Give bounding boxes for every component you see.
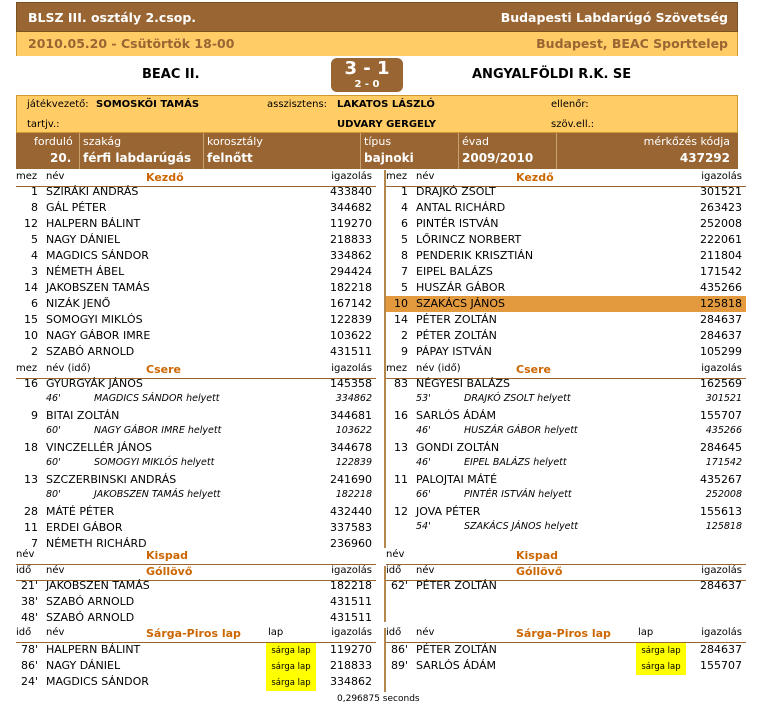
substitution-detail — [16, 456, 376, 472]
player-name: BITAI ZOLTÁN — [46, 409, 120, 422]
player-name: SZCZERBINSKI ANDRÁS — [46, 473, 177, 486]
column-label: idő — [16, 627, 32, 638]
column-label: mez — [16, 171, 38, 182]
player-name: PÁPAY ISTVÁN — [416, 345, 492, 358]
player-name: PINTÉR ISTVÁN — [416, 217, 499, 230]
officials-box — [16, 95, 738, 133]
home-team-name: BEAC II. — [142, 67, 200, 82]
card-row[interactable] — [16, 674, 376, 690]
player-id: 284637 — [700, 579, 742, 592]
player-row[interactable] — [16, 504, 376, 520]
branch-value: férfi labdarúgás — [83, 151, 192, 165]
player-id: 435267 — [700, 473, 742, 486]
event-time: 62' — [390, 579, 408, 592]
player-row[interactable] — [386, 312, 746, 328]
player-row[interactable] — [16, 264, 376, 280]
player-row[interactable] — [386, 376, 746, 392]
player-name: GÁL PÉTER — [46, 201, 107, 214]
jersey-number: 7 — [31, 537, 38, 550]
column-label: lap — [268, 627, 284, 638]
jersey-number: 18 — [24, 441, 38, 454]
player-name: JOVA PÉTER — [416, 505, 481, 518]
column-label: név — [46, 627, 65, 638]
player-id: 125818 — [700, 297, 742, 310]
column-label: igazolás — [701, 363, 742, 374]
player-row[interactable] — [16, 296, 376, 312]
section-title: Kezdő — [516, 171, 554, 184]
player-row[interactable] — [16, 200, 376, 216]
player-name: PALOJTAI MÁTÉ — [416, 473, 498, 486]
jersey-number: 14 — [24, 281, 38, 294]
jersey-number: 12 — [24, 217, 38, 230]
substitution-detail — [16, 392, 376, 408]
player-id: 162569 — [700, 377, 742, 390]
column-label: név — [16, 549, 35, 560]
player-id: 155707 — [700, 409, 742, 422]
section-title: Csere — [516, 363, 551, 376]
title-bar — [16, 2, 738, 32]
player-name: HUSZÁR GÁBOR — [416, 281, 506, 294]
player-row[interactable] — [16, 232, 376, 248]
match-datetime: 2010.05.20 - Csütörtök 18-00 — [28, 36, 235, 51]
jersey-number: 5 — [401, 281, 408, 294]
sub-replaced: MAGDICS SÁNDOR helyett — [94, 393, 220, 404]
section-title: Góllövő — [516, 565, 563, 578]
column-label: idő — [16, 565, 32, 576]
column-label: igazolás — [701, 627, 742, 638]
card-row[interactable] — [16, 642, 376, 658]
player-row[interactable] — [386, 216, 746, 232]
player-name: LŐRINCZ NORBERT — [416, 233, 522, 246]
player-id: 155613 — [700, 505, 742, 518]
section-header — [386, 548, 746, 565]
player-id: 433840 — [330, 185, 372, 198]
jersey-number: 2 — [401, 329, 408, 342]
age-label: korosztály — [207, 135, 263, 148]
goal-row[interactable] — [16, 578, 376, 594]
goal-row[interactable] — [16, 594, 376, 610]
referee-name: SOMOSKÖI TAMÁS — [96, 99, 200, 110]
player-id: 252008 — [700, 217, 742, 230]
jersey-number: 16 — [24, 377, 38, 390]
column-label: név — [46, 565, 65, 576]
player-id: 431511 — [330, 611, 372, 624]
player-id: 167142 — [330, 297, 372, 310]
jersey-number: 8 — [31, 201, 38, 214]
player-name: NÉMETH ÁBEL — [46, 265, 125, 278]
section-title: Csere — [146, 363, 181, 376]
player-row[interactable] — [16, 520, 376, 536]
substitution-detail — [16, 488, 376, 504]
card-row[interactable] — [386, 642, 746, 658]
player-row[interactable] — [386, 328, 746, 344]
player-name: SOMOGYI MIKLÓS — [46, 313, 143, 326]
player-id: 222061 — [700, 233, 742, 246]
assistant-label: asszisztens: — [267, 99, 328, 110]
section-title: Sárga-Piros lap — [516, 627, 611, 640]
player-id: 263423 — [700, 201, 742, 214]
player-row[interactable] — [386, 264, 746, 280]
player-id: 337583 — [330, 521, 372, 534]
jersey-number: 9 — [31, 409, 38, 422]
jersey-number: 6 — [31, 297, 38, 310]
branch-label: szakág — [83, 135, 122, 148]
player-id: 294424 — [330, 265, 372, 278]
event-time: 38' — [20, 595, 38, 608]
player-name: ANTAL RICHÁRD — [416, 201, 506, 214]
player-name: SARLÓS ÁDÁM — [416, 659, 497, 672]
sub-replaced: EIPEL BALÁZS helyett — [464, 457, 567, 468]
player-name: HALPERN BÁLINT — [46, 643, 141, 656]
age-value: felnőtt — [207, 151, 253, 165]
player-id: 105299 — [700, 345, 742, 358]
section-title: Góllövő — [146, 565, 193, 578]
player-name: NIZÁK JENŐ — [46, 297, 111, 310]
player-name: ERDEI GÁBOR — [46, 521, 123, 534]
halftime-score: 2 - 0 — [354, 79, 380, 90]
player-name: VINCZELLÉR JÁNOS — [46, 441, 152, 454]
section-title: Kispad — [516, 549, 559, 562]
player-id: 218833 — [330, 659, 372, 672]
referee-label: játékvezető: — [27, 99, 89, 110]
sub-time: 46' — [46, 393, 61, 404]
sub-time: 54' — [416, 521, 431, 532]
event-time: 24' — [20, 675, 38, 688]
sub-replaced-id: 103622 — [335, 425, 372, 436]
player-row[interactable] — [386, 472, 746, 488]
sub-replaced-id: 182218 — [335, 489, 372, 500]
player-id: 431511 — [330, 595, 372, 608]
column-label: lap — [638, 627, 654, 638]
player-id: 171542 — [700, 265, 742, 278]
player-row[interactable] — [16, 408, 376, 424]
sub-time: 53' — [416, 393, 431, 404]
column-label: név — [416, 627, 435, 638]
yellow-card-badge: sárga lap — [636, 659, 686, 675]
substitution-detail — [16, 424, 376, 440]
sub-replaced-id: 125818 — [705, 521, 742, 532]
column-label: mez — [16, 363, 38, 374]
column-label: név — [416, 171, 435, 182]
column-label: igazolás — [331, 565, 372, 576]
sub-replaced: NAGY GÁBOR IMRE helyett — [94, 425, 222, 436]
player-id: 344681 — [330, 409, 372, 422]
player-id: 334862 — [330, 675, 372, 688]
jersey-number: 1 — [401, 185, 408, 198]
player-id: 284637 — [700, 643, 742, 656]
player-id: 211804 — [700, 249, 742, 262]
column-label: igazolás — [701, 171, 742, 182]
player-row[interactable] — [386, 248, 746, 264]
sub-time: 60' — [46, 425, 61, 436]
section-title: Kezdő — [146, 171, 184, 184]
player-name: SZABÓ ARNOLD — [46, 595, 135, 608]
player-name: PÉTER ZOLTÁN — [416, 329, 497, 342]
section-title: Sárga-Piros lap — [146, 627, 241, 640]
column-label: mez — [386, 171, 408, 182]
player-name: SZIRÁKI ANDRÁS — [46, 185, 139, 198]
player-row[interactable] — [16, 184, 376, 200]
type-value: bajnoki — [364, 151, 414, 165]
column-label: idő — [386, 565, 402, 576]
column-label: igazolás — [331, 171, 372, 182]
sub-time: 46' — [416, 457, 431, 468]
jersey-number: 4 — [401, 201, 408, 214]
jersey-number: 9 — [401, 345, 408, 358]
player-name: GYURGYÁK JÁNOS — [46, 377, 143, 390]
section-header — [16, 626, 376, 643]
player-row[interactable] — [386, 408, 746, 424]
player-id: 344682 — [330, 201, 372, 214]
player-row[interactable] — [16, 344, 376, 360]
player-name: JAKOBSZEN TAMÁS — [46, 281, 150, 294]
szov-label: szöv.ell.: — [551, 119, 595, 130]
jersey-number: 10 — [394, 297, 408, 310]
player-row[interactable] — [386, 232, 746, 248]
sub-replaced: SOMOGYI MIKLÓS helyett — [94, 457, 215, 468]
player-name: MAGDICS SÁNDOR — [46, 249, 149, 262]
event-time: 21' — [20, 579, 38, 592]
player-name: NÉMETH RICHÁRD — [46, 537, 147, 550]
player-id: 301521 — [700, 185, 742, 198]
player-id: 182218 — [330, 281, 372, 294]
player-id: 431511 — [330, 345, 372, 358]
player-row[interactable] — [386, 344, 746, 360]
column-label: igazolás — [331, 363, 372, 374]
jersey-number: 13 — [24, 473, 38, 486]
player-name: NAGY GÁBOR IMRE — [46, 329, 151, 342]
event-time: 86' — [20, 659, 38, 672]
player-row[interactable] — [16, 280, 376, 296]
jersey-number: 14 — [394, 313, 408, 326]
player-id: 435266 — [700, 281, 742, 294]
player-id: 182218 — [330, 579, 372, 592]
player-id: 432440 — [330, 505, 372, 518]
section-header — [16, 548, 376, 565]
player-id: 344678 — [330, 441, 372, 454]
sub-replaced-id: 252008 — [705, 489, 742, 500]
yellow-card-badge: sárga lap — [636, 643, 686, 659]
player-name: SARLÓS ÁDÁM — [416, 409, 497, 422]
player-row[interactable] — [16, 472, 376, 488]
player-row[interactable] — [386, 184, 746, 200]
player-row[interactable] — [386, 200, 746, 216]
season-value: 2009/2010 — [462, 151, 534, 165]
player-name: HALPERN BÁLINT — [46, 217, 141, 230]
assistant2-name: UDVARY GERGELY — [337, 119, 436, 130]
substitution-detail — [386, 488, 746, 504]
player-id: 145358 — [330, 377, 372, 390]
event-time: 89' — [390, 659, 408, 672]
section-title: Kispad — [146, 549, 189, 562]
substitution-detail — [386, 520, 746, 536]
player-row[interactable] — [16, 248, 376, 264]
column-label: igazolás — [331, 627, 372, 638]
sub-time: 46' — [416, 425, 431, 436]
jersey-number: 83 — [394, 377, 408, 390]
yellow-card-badge: sárga lap — [266, 659, 316, 675]
match-info-bar — [16, 133, 738, 169]
player-name: MAGDICS SÁNDOR — [46, 675, 149, 688]
event-time: 48' — [20, 611, 38, 624]
season-label: évad — [462, 135, 490, 148]
lineup-tables — [16, 170, 742, 692]
column-label: mez — [386, 363, 408, 374]
sub-replaced-id: 301521 — [705, 393, 742, 404]
controller-label: ellenőr: — [551, 99, 589, 110]
card-row[interactable] — [16, 658, 376, 674]
player-row[interactable] — [16, 328, 376, 344]
player-row[interactable] — [16, 440, 376, 456]
jersey-number: 15 — [24, 313, 38, 326]
player-id: 334862 — [330, 249, 372, 262]
yellow-card-badge: sárga lap — [266, 643, 316, 659]
player-name: NÉGYESI BALÁZS — [416, 377, 511, 390]
player-row[interactable] — [386, 296, 746, 312]
jersey-number: 5 — [31, 233, 38, 246]
type-label: típus — [364, 135, 392, 148]
player-id: 236960 — [330, 537, 372, 550]
player-row[interactable] — [386, 280, 746, 296]
jersey-number: 7 — [401, 265, 408, 278]
player-name: EIPEL BALÁZS — [416, 265, 493, 278]
sub-time: 60' — [46, 457, 61, 468]
sub-replaced-id: 334862 — [335, 393, 372, 404]
column-label: név — [416, 565, 435, 576]
jersey-number: 13 — [394, 441, 408, 454]
sub-replaced-id: 122839 — [335, 457, 372, 468]
player-name: GONDI ZOLTÁN — [416, 441, 500, 454]
sub-replaced: DRAJKÓ ZSOLT helyett — [464, 393, 571, 404]
player-name: SZABÓ ARNOLD — [46, 345, 135, 358]
player-name: JAKOBSZEN TAMÁS — [46, 579, 150, 592]
away-team-name: ANGYALFÖLDI R.K. SE — [472, 67, 632, 82]
sub-replaced-id: 171542 — [705, 457, 742, 468]
jersey-number: 12 — [394, 505, 408, 518]
substitution-detail — [386, 456, 746, 472]
player-name: PÉTER ZOLTÁN — [416, 579, 497, 592]
player-row[interactable] — [386, 440, 746, 456]
player-name: NAGY DÁNIEL — [46, 659, 121, 672]
jersey-number: 16 — [394, 409, 408, 422]
column-label: név — [46, 171, 65, 182]
player-row[interactable] — [16, 312, 376, 328]
event-time: 78' — [20, 643, 38, 656]
column-label: név — [386, 549, 405, 560]
final-score: 3 - 1 — [344, 58, 390, 79]
player-row[interactable] — [386, 504, 746, 520]
player-id: 119270 — [330, 217, 372, 230]
goal-row[interactable] — [16, 610, 376, 626]
player-id: 284637 — [700, 329, 742, 342]
player-id: 284637 — [700, 313, 742, 326]
substitution-detail — [386, 392, 746, 408]
jersey-number: 10 — [24, 329, 38, 342]
player-id: 241690 — [330, 473, 372, 486]
jersey-number: 4 — [31, 249, 38, 262]
column-label: név (idő) — [46, 363, 91, 374]
sub-time: 80' — [46, 489, 61, 500]
jersey-number: 8 — [401, 249, 408, 262]
player-id: 218833 — [330, 233, 372, 246]
league-name: BLSZ III. osztály 2.csop. — [28, 10, 197, 25]
jersey-number: 28 — [24, 505, 38, 518]
player-name: NAGY DÁNIEL — [46, 233, 121, 246]
column-label: idő — [386, 627, 402, 638]
player-id: 284645 — [700, 441, 742, 454]
assistant1-name: LAKATOS LÁSZLÓ — [337, 99, 435, 110]
card-row[interactable] — [386, 658, 746, 674]
jersey-number: 3 — [31, 265, 38, 278]
player-name: SZABÓ ARNOLD — [46, 611, 135, 624]
sub-replaced: PINTÉR ISTVÁN helyett — [464, 489, 572, 500]
round-label: forduló — [34, 135, 73, 148]
substitution-detail — [386, 424, 746, 440]
player-name: PÉTER ZOLTÁN — [416, 313, 497, 326]
goal-row[interactable] — [386, 578, 746, 594]
jersey-number: 11 — [24, 521, 38, 534]
match-venue: Budapest, BEAC Sporttelep — [536, 36, 728, 51]
jersey-number: 1 — [31, 185, 38, 198]
player-name: PENDERIK KRISZTIÁN — [416, 249, 534, 262]
player-name: PÉTER ZOLTÁN — [416, 643, 497, 656]
player-id: 155707 — [700, 659, 742, 672]
player-id: 122839 — [330, 313, 372, 326]
player-row[interactable] — [16, 376, 376, 392]
yellow-card-badge: sárga lap — [266, 675, 316, 691]
player-name: DRAJKÓ ZSOLT — [416, 185, 496, 198]
player-row[interactable] — [16, 216, 376, 232]
score-box — [331, 58, 403, 92]
player-name: MÁTÉ PÉTER — [46, 505, 115, 518]
section-header — [386, 626, 746, 643]
reserve-label: tartjv.: — [27, 119, 60, 130]
player-name: SZAKÁCS JÁNOS — [416, 297, 505, 310]
render-time: 0,296875 seconds — [337, 694, 420, 704]
federation-name: Budapesti Labdarúgó Szövetség — [500, 10, 728, 25]
player-id: 119270 — [330, 643, 372, 656]
code-value: 437292 — [679, 151, 730, 165]
sub-replaced: HUSZÁR GÁBOR helyett — [464, 425, 578, 436]
code-label: mérkőzés kódja — [643, 135, 730, 148]
event-time: 86' — [390, 643, 408, 656]
column-label: név (idő) — [416, 363, 461, 374]
jersey-number: 11 — [394, 473, 408, 486]
sub-replaced: JAKOBSZEN TAMÁS helyett — [94, 489, 221, 500]
jersey-number: 6 — [401, 217, 408, 230]
jersey-number: 5 — [401, 233, 408, 246]
sub-replaced-id: 435266 — [705, 425, 742, 436]
date-venue-bar — [16, 32, 738, 56]
round-value: 20. — [50, 151, 72, 165]
column-label: igazolás — [701, 565, 742, 576]
jersey-number: 2 — [31, 345, 38, 358]
player-id: 103622 — [330, 329, 372, 342]
sub-time: 66' — [416, 489, 431, 500]
sub-replaced: SZAKÁCS JÁNOS helyett — [464, 521, 578, 532]
